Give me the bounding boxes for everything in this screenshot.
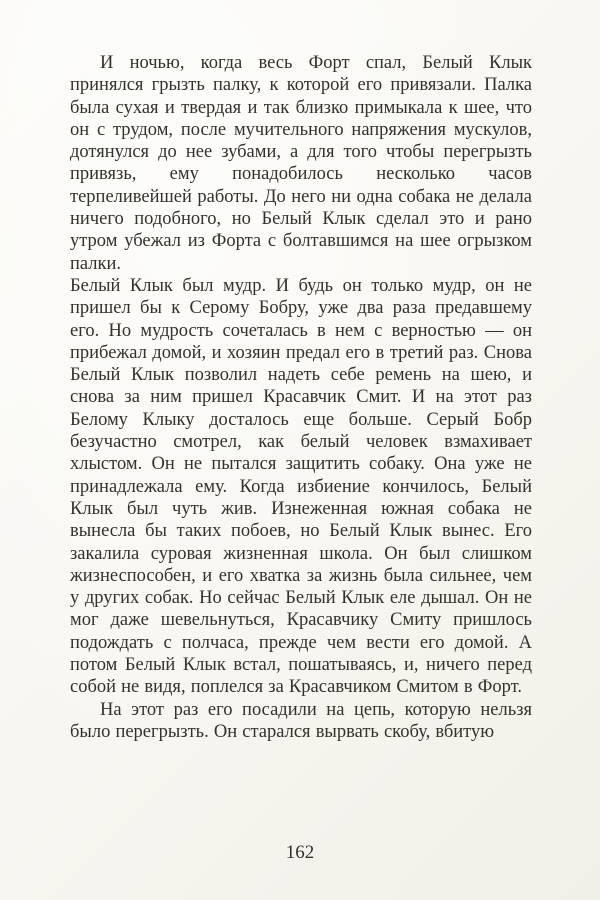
paragraph: Белый Клык был мудр. И будь он только мудр, он не пришел бы к Серому Бобру, уже два раза предавшему его. Но мудрость сочеталась в нем с верностью — он прибежал домой, и хозяин предал его в третий раз. Снова Белый Клык позволил надеть себе ремень на шею, и снова за ним пришел Красавчик Смит. И на этот раз Белому Клыку досталось еще больше. Серый Бобр безучастно смотрел, как белый человек взмахивает хлыстом. Он не пытался защитить собаку. Она уже не принадлежала ему. Когда избиение кончилось, Белый Клык был чуть жив. Изнеженная южная собака не вынесла бы таких побоев, но Белый Клык вынес. Его закалила суровая жизненная школа. Он был слишком жизнеспособен, и его хватка за жизнь была сильнее, чем у других собак. Но сейчас Белый Клык еле дышал. Он не мог даже шевельнуться, Красавчику Смиту пришлось подождать с полчаса, прежде чем вести его домой. А потом Белый Клык встал, пошатываясь, и, ничего перед собой не видя, поплелся за Красавчиком Смитом в Форт.	[70, 275, 532, 698]
text-block	[70, 52, 532, 743]
paragraph: На этот раз его посадили на цепь, которую нельзя было перегрызть. Он старался вырвать скобу, вбитую	[70, 699, 532, 742]
page-number: 162	[285, 842, 315, 863]
paragraph: И ночью, когда весь Форт спал, Белый Клык принялся грызть палку, к которой его привязали. Палка была сухая и твердая и так близко примыкала к шее, что он с трудом, после мучительного напряжения мускулов, дотянулся до нее зубами, а для того чтобы перегрызть привязь, ему понадобилось несколько часов терпеливейшей работы. До него ни одна собака не делала ничего подобного, но Белый Клык сделал это и рано утром убежал из Форта с болтавшимся на шее огрызком палки.	[70, 53, 532, 274]
